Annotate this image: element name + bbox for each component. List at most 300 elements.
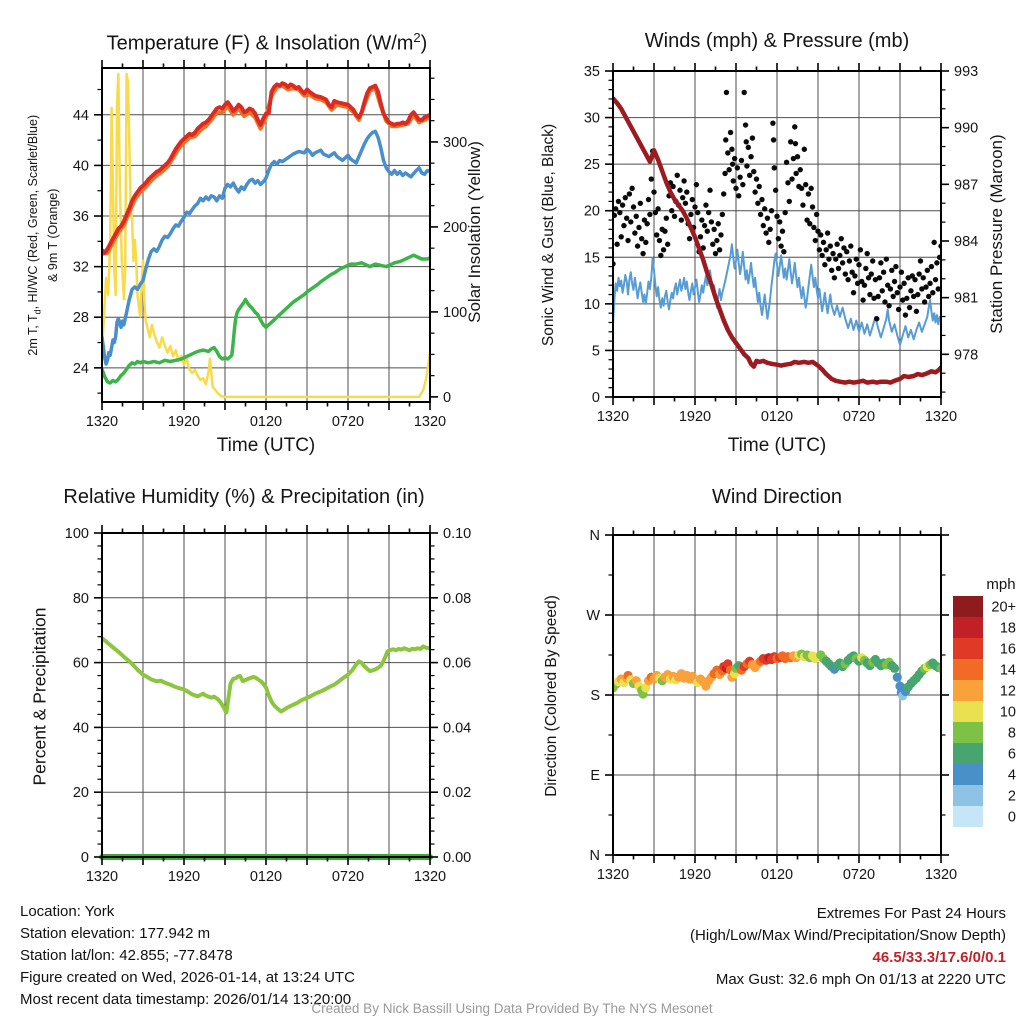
series-gusts <box>725 150 730 155</box>
series-gusts <box>713 251 718 256</box>
wind_direction-plot <box>586 527 1016 883</box>
y-right-tick-label: 100 <box>443 304 468 321</box>
colorbar-label: 4 <box>1007 767 1016 784</box>
series-gusts <box>640 251 645 256</box>
series-gusts <box>862 283 867 288</box>
series-gusts <box>733 186 738 191</box>
series-gusts <box>658 253 663 258</box>
series-gusts <box>631 204 636 209</box>
series-gusts <box>770 120 775 125</box>
rh_precip-plot <box>65 525 471 885</box>
series-gusts <box>787 199 792 204</box>
y-left-tick-label: 35 <box>583 64 600 80</box>
series-gusts <box>863 266 868 271</box>
colorbar-swatch <box>953 617 983 638</box>
series-gusts <box>914 309 919 314</box>
series-gusts <box>792 124 797 129</box>
series-gusts <box>681 178 686 183</box>
series-gusts <box>896 307 901 312</box>
series-gusts <box>724 90 729 95</box>
series-gusts <box>773 188 778 193</box>
series-gusts <box>679 217 684 222</box>
station-info <box>20 901 355 1011</box>
series-gusts <box>766 240 771 245</box>
x-tick-label: 0120 <box>760 409 794 425</box>
series-gusts <box>757 184 762 189</box>
series-gusts <box>916 271 921 276</box>
x-tick-label: 1320 <box>85 414 119 430</box>
series-gusts <box>684 189 689 194</box>
y-left-tick-label: 5 <box>591 343 600 360</box>
y-right-tick-label: 0.10 <box>443 526 472 542</box>
sonic-wind-y-axis-label: Sonic Wind & Gust (Blue, Black) <box>540 123 557 347</box>
y-right-tick-label: 0 <box>443 389 452 406</box>
series-gusts <box>907 305 912 310</box>
x-tick-label: 1320 <box>85 869 119 885</box>
y-right-tick-label: 978 <box>954 347 979 364</box>
series-gusts <box>780 229 785 234</box>
series-gusts <box>614 242 619 247</box>
series-gusts <box>617 210 622 215</box>
series-gusts <box>634 214 639 219</box>
series-gusts <box>721 191 726 196</box>
y-right-tick-label: 0.06 <box>443 655 472 672</box>
y-left-tick-label: 60 <box>72 655 89 672</box>
wind-x-axis-label: Time (UTC) <box>727 435 827 456</box>
series-gusts <box>881 269 886 274</box>
series-gusts <box>926 294 931 299</box>
series-gusts <box>765 215 770 220</box>
series-gusts <box>912 277 917 282</box>
series-gusts <box>783 210 788 215</box>
series-gusts <box>702 223 707 228</box>
series-gusts <box>882 299 887 304</box>
series-gusts <box>822 262 827 267</box>
series-gusts <box>817 247 822 252</box>
pressure-y-axis-label: Station Pressure (Maroon) <box>987 134 1006 334</box>
series-gusts <box>908 288 913 293</box>
series-gusts <box>726 167 731 172</box>
series-gusts <box>619 234 624 239</box>
series-gusts <box>755 201 760 206</box>
series-gusts <box>847 258 852 263</box>
series-gusts <box>752 189 757 194</box>
y-left-tick-label: 40 <box>72 158 89 175</box>
series-gusts <box>875 294 880 299</box>
series-gusts <box>884 256 889 261</box>
figure-created: Figure created on Wed, 2026-01-14, at 13:24 UTC <box>20 969 355 986</box>
y-left-tick-label: 36 <box>72 209 89 226</box>
series-gusts <box>899 269 904 274</box>
series-gusts <box>800 202 805 207</box>
temp-title-close: ) <box>420 32 428 55</box>
station-location: Location: York <box>20 903 115 920</box>
series-gusts <box>803 182 808 187</box>
series-gusts <box>688 212 693 217</box>
series-gusts <box>643 240 648 245</box>
series-gusts <box>737 174 742 179</box>
series-gusts <box>854 256 859 261</box>
series-gusts <box>789 176 794 181</box>
series-gusts <box>814 212 819 217</box>
series-gusts <box>830 251 835 256</box>
series-gusts <box>778 243 783 248</box>
series-gusts <box>694 182 699 187</box>
series-gusts <box>837 253 842 258</box>
series-gusts <box>828 243 833 248</box>
series-gusts <box>892 279 897 284</box>
series-gusts <box>824 247 829 252</box>
series-gusts <box>840 260 845 265</box>
colorbar-label: 10 <box>999 704 1016 721</box>
series-gusts <box>821 240 826 245</box>
wind-chart-title: Winds (mph) & Pressure (mb) <box>644 30 910 52</box>
series-gusts <box>624 215 629 220</box>
series-gusts <box>874 316 879 321</box>
series-gusts <box>669 208 674 213</box>
series-gusts <box>687 236 692 241</box>
colorbar-label: 20+ <box>991 599 1016 616</box>
colorbar-swatch <box>953 806 983 827</box>
x-tick-label: 1320 <box>596 409 630 425</box>
rh-y-axis-label: Percent & Precipitation <box>29 607 50 786</box>
wind_pressure-plot <box>584 63 978 425</box>
colorbar-label: 0 <box>1007 809 1016 826</box>
series-gusts <box>806 191 811 196</box>
colorbar-title: mph <box>986 576 1016 593</box>
y-left-tick-label: 25 <box>583 157 600 174</box>
y-right-tick-label: 0.04 <box>443 720 472 737</box>
data-timestamp: Most recent data timestamp: 2026/01/14 13:20:00 <box>20 991 352 1008</box>
x-tick-label: 0120 <box>249 869 283 885</box>
series-gusts <box>692 204 697 209</box>
series-gusts <box>763 230 768 235</box>
colorbar-swatch <box>953 743 983 764</box>
series-gusts <box>825 230 830 235</box>
wind-direction-point <box>890 664 899 673</box>
series-gusts <box>722 171 727 176</box>
temp-y-axis-label <box>26 35 61 435</box>
colorbar-label: 14 <box>999 662 1016 679</box>
extremes-heading: Extremes For Past 24 Hours <box>816 905 1006 922</box>
series-gusts <box>654 232 659 237</box>
series-gusts <box>852 273 857 278</box>
series-gusts <box>707 188 712 193</box>
x-tick-label: 0720 <box>331 414 365 430</box>
series-gusts <box>826 256 831 261</box>
series-gusts <box>710 242 715 247</box>
series-gusts <box>746 145 751 150</box>
y-left-tick-label: 10 <box>583 296 600 313</box>
x-tick-label: 1920 <box>678 409 712 425</box>
series-gusts <box>923 284 928 289</box>
series-gusts <box>680 195 685 200</box>
series-gusts <box>921 275 926 280</box>
series-gusts <box>655 206 660 211</box>
temp-chart-title <box>107 30 428 56</box>
series-gusts <box>718 232 723 237</box>
series-gusts <box>888 286 893 291</box>
station-latlon: Station lat/lon: 42.855; -77.8478 <box>20 947 233 964</box>
y-left-tick-label: W <box>586 608 600 624</box>
series-gusts <box>706 210 711 215</box>
series-gusts <box>810 204 815 209</box>
series-gusts <box>877 275 882 280</box>
y-left-tick-label: N <box>589 528 600 544</box>
y-left-tick-label: E <box>590 768 600 784</box>
series-gusts <box>651 189 656 194</box>
temp-y-axis-label-line2: & 9m T (Orange) <box>45 188 60 282</box>
series-gusts <box>867 292 872 297</box>
series-gusts <box>819 253 824 258</box>
series-gusts <box>886 303 891 308</box>
series-gusts <box>647 212 652 217</box>
series-gusts <box>798 167 803 172</box>
series-gusts <box>777 219 782 224</box>
colorbar-swatch <box>953 764 983 785</box>
y-left-tick-label: 0 <box>591 390 600 406</box>
series-gusts <box>762 206 767 211</box>
y-right-tick-label: 0.00 <box>443 850 472 866</box>
series-gusts <box>834 242 839 247</box>
series-gusts <box>751 169 756 174</box>
series-gusts <box>665 242 670 247</box>
series-gusts <box>754 176 759 181</box>
series-gusts <box>839 236 844 241</box>
series-gusts <box>621 223 626 228</box>
colorbar-swatch <box>953 722 983 743</box>
series-gusts <box>895 290 900 295</box>
temp-x-axis-label: Time (UTC) <box>216 435 316 456</box>
y-left-tick-label: 32 <box>72 259 89 276</box>
series-gusts <box>683 201 688 206</box>
x-tick-label: 0720 <box>842 867 876 883</box>
credit-line: Created By Nick Bassill Using Data Provided By The NYS Mesonet <box>311 1001 713 1016</box>
rh-chart-title: Relative Humidity (%) & Precipitation (in) <box>63 486 425 508</box>
y-left-tick-label: 100 <box>64 526 89 542</box>
x-tick-label: 1920 <box>678 867 712 883</box>
series-gusts <box>743 122 748 127</box>
temp-y-axis-label-line1: 2m T, $T_d$, HI/WC (Red, Green, Scarlet/Blue) <box>25 114 43 356</box>
series-gusts <box>714 238 719 243</box>
series-gusts <box>720 212 725 217</box>
y-right-tick-label: 300 <box>443 134 468 151</box>
x-tick-label: 0120 <box>249 414 283 430</box>
series-gusts <box>750 135 755 140</box>
y-right-tick-label: 981 <box>954 290 979 307</box>
extremes-subheading: (High/Low/Max Wind/Precipitation/Snow Depth) <box>690 927 1006 944</box>
extremes-values: 46.5/33.3/17.6/0/0.1 <box>872 949 1006 966</box>
y-left-tick-label: 40 <box>72 720 89 737</box>
series-gusts <box>646 197 651 202</box>
colorbar-swatch <box>953 596 983 617</box>
series-gusts <box>616 199 621 204</box>
y-left-tick-label: 44 <box>72 107 89 124</box>
series-gusts <box>897 284 902 289</box>
series-gusts <box>703 202 708 207</box>
series-gusts <box>732 156 737 161</box>
colorbar-label: 12 <box>999 683 1016 700</box>
series-gusts <box>731 178 736 183</box>
series-gusts <box>927 281 932 286</box>
series-gusts <box>644 221 649 226</box>
series-gusts <box>717 247 722 252</box>
series-gusts <box>657 238 662 243</box>
series-gusts <box>761 223 766 228</box>
series-gusts <box>769 208 774 213</box>
series-gusts <box>625 238 630 243</box>
series-gusts <box>833 256 838 261</box>
series-gusts <box>740 182 745 187</box>
colorbar-swatch <box>953 701 983 722</box>
series-gusts <box>836 266 841 271</box>
series-gusts <box>922 299 927 304</box>
temp_insolation-plot <box>73 60 467 430</box>
y-left-tick-label: S <box>590 688 600 704</box>
series-gusts <box>736 193 741 198</box>
y-left-tick-label: 15 <box>583 250 600 267</box>
y-right-tick-label: 0.08 <box>443 590 472 607</box>
series-gusts <box>730 161 735 166</box>
series-gusts <box>785 180 790 185</box>
series-gusts <box>793 171 798 176</box>
series-gusts <box>915 292 920 297</box>
series-gusts <box>931 240 936 245</box>
series-gusts <box>690 197 695 202</box>
series-gusts <box>748 154 753 159</box>
y-right-tick-label: 200 <box>443 219 468 236</box>
x-tick-label: 1920 <box>167 869 201 885</box>
series-gusts <box>865 251 870 256</box>
colorbar-label: 6 <box>1007 746 1016 763</box>
series-gusts <box>893 264 898 269</box>
colorbar-label: 16 <box>999 641 1016 658</box>
series-gusts <box>662 229 667 234</box>
series-gusts <box>729 147 734 152</box>
series-gusts <box>629 186 634 191</box>
y-left-tick-label: 20 <box>583 203 600 220</box>
y-left-tick-label: 80 <box>72 590 89 607</box>
wind-direction-point <box>893 673 902 682</box>
series-gusts <box>930 290 935 295</box>
series-gusts <box>739 158 744 163</box>
series-gusts <box>716 221 721 226</box>
temp-title-text: Temperature (F) & Insolation (W/m <box>106 32 414 55</box>
colorbar-swatch <box>953 785 983 806</box>
series-gusts <box>632 230 637 235</box>
x-tick-label: 1920 <box>167 414 201 430</box>
series-gusts <box>781 249 786 254</box>
series-gusts <box>649 176 654 181</box>
series-gusts <box>759 197 764 202</box>
max-gust: Max Gust: 32.6 mph On 01/13 at 2220 UTC <box>715 971 1006 988</box>
series-gusts <box>661 247 666 252</box>
x-tick-label: 1320 <box>413 869 447 885</box>
colorbar-label: 18 <box>999 620 1016 637</box>
series-gusts <box>758 212 763 217</box>
x-tick-label: 1320 <box>924 409 958 425</box>
series-gusts <box>925 268 930 273</box>
wind-direction-chart-title: Wind Direction <box>711 486 843 508</box>
series-gusts <box>639 236 644 241</box>
y-right-tick-label: 0.02 <box>443 785 472 802</box>
series-gusts <box>664 215 669 220</box>
series-gusts <box>638 201 643 206</box>
series-gusts <box>933 277 938 282</box>
series-gusts <box>628 219 633 224</box>
series-gusts <box>811 225 816 230</box>
series-gusts <box>808 186 813 191</box>
series-gusts <box>870 258 875 263</box>
series-gusts <box>635 243 640 248</box>
x-tick-label: 1320 <box>924 867 958 883</box>
series-gusts <box>856 262 861 267</box>
series-gusts <box>890 294 895 299</box>
y-left-tick-label: 30 <box>583 110 600 127</box>
insolation-y-axis-label: Solar Insolation (Yellow) <box>465 141 484 323</box>
x-tick-label: 1320 <box>413 414 447 430</box>
series-gusts <box>627 191 632 196</box>
y-left-tick-label: 20 <box>72 785 89 802</box>
series-gusts <box>699 217 704 222</box>
series-gusts <box>677 188 682 193</box>
series-gusts <box>813 238 818 243</box>
series-gusts <box>672 214 677 219</box>
series-gusts <box>788 139 793 144</box>
colorbar-label: 8 <box>1007 725 1016 742</box>
y-left-tick-label: 28 <box>72 310 89 327</box>
series-gusts <box>772 165 777 170</box>
series-gusts <box>878 260 883 265</box>
series-gusts <box>774 214 779 219</box>
series-gusts <box>711 227 716 232</box>
series-gusts <box>851 290 856 295</box>
x-tick-label: 1320 <box>596 867 630 883</box>
series-gusts <box>636 225 641 230</box>
colorbar-swatch <box>953 680 983 701</box>
y-right-tick-label: 984 <box>954 233 979 250</box>
series-gusts <box>848 243 853 248</box>
series-gusts <box>934 260 939 265</box>
series-gusts <box>695 210 700 215</box>
x-tick-label: 0120 <box>760 867 794 883</box>
series-gusts <box>776 236 781 241</box>
temp-title-sup: 2 <box>413 30 421 45</box>
colorbar-label: 2 <box>1007 788 1016 805</box>
station-elevation: Station elevation: 177.942 m <box>20 925 211 942</box>
series-gusts <box>829 268 834 273</box>
direction-y-axis-label: Direction (Colored By Speed) <box>543 595 560 797</box>
series-gusts <box>845 277 850 282</box>
series-gusts <box>832 275 837 280</box>
series-gusts <box>918 258 923 263</box>
series-gusts <box>795 154 800 159</box>
series-gusts <box>793 141 798 146</box>
series-gusts <box>929 264 934 269</box>
series-gusts <box>728 130 733 135</box>
series-gusts <box>723 137 728 142</box>
series-gusts <box>771 137 776 142</box>
series-gusts <box>744 139 749 144</box>
series-gusts <box>747 173 752 178</box>
series-gusts <box>705 229 710 234</box>
y-left-tick-label: 24 <box>72 360 89 377</box>
x-tick-label: 0720 <box>331 869 365 885</box>
series-gusts <box>767 227 772 232</box>
extremes-info <box>690 903 1006 991</box>
series-gusts <box>675 173 680 178</box>
y-right-tick-label: 987 <box>954 177 979 194</box>
